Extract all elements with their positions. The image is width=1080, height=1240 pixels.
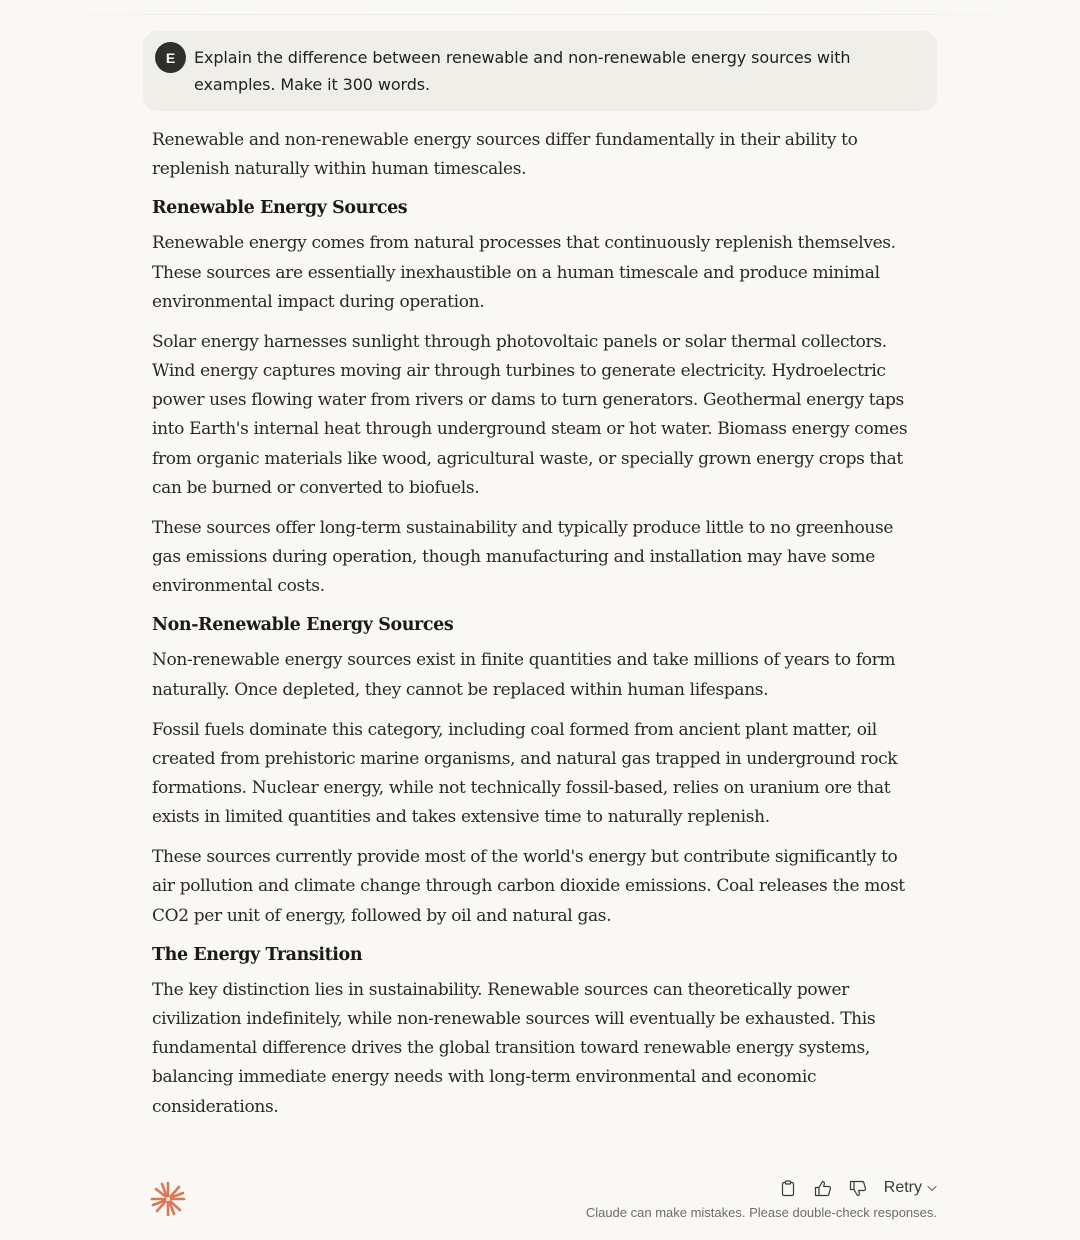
disclaimer-text: Claude can make mistakes. Please double-check responses. xyxy=(585,1205,937,1220)
response-actions xyxy=(771,1176,937,1200)
paragraph: Solar energy harnesses sunlight through photovoltaic panels or solar thermal collectors. Wind energy captures moving air through turbines to generate electricity. Hydroelectric power uses flowing water from rivers or dams to turn generators. Geothermal energy taps into Earth's internal heat through underground steam or hot water. Biomass energy comes from organic materials like wood, agricultural waste, or specially grown energy crops that can be burned or converted to biofuels. xyxy=(152,331,908,498)
paragraph: These sources offer long-term sustainability and typically produce little to no greenhouse gas emissions during operation, though manufacturing and installation may have some environmental costs. xyxy=(152,517,894,597)
user-avatar: E xyxy=(155,42,186,73)
retry-button[interactable] xyxy=(884,1179,937,1197)
section-heading-renewable: Renewable Energy Sources xyxy=(152,198,408,219)
user-message xyxy=(143,31,937,111)
paragraph: Fossil fuels dominate this category, including coal formed from ancient plant matter, oil created from prehistoric marine organisms, and natural gas trapped in underground rock formations. Nuclear energy, while not technically fossil-based, relies on uranium ore that exists in limited quantities and takes extensive time to naturally replenish. xyxy=(152,719,898,828)
clipboard-icon xyxy=(780,1180,796,1197)
user-message-text: Explain the difference between renewable and non-renewable energy sources with examples. Make it 300 words. xyxy=(194,48,851,94)
paragraph: Renewable energy comes from natural processes that continuously replenish themselves. These sources are essentially inexhaustible on a human timescale and produce minimal environmental impact during operation. xyxy=(152,233,896,312)
paragraph: These sources currently provide most of the world's energy but contribute significantly to air pollution and climate change through carbon dioxide emissions. Coal releases the most CO2 per unit of energy, followed by oil and natural gas. xyxy=(152,847,905,926)
paragraph: The key distinction lies in sustainability. Renewable sources can theoretically power civilization indefinitely, while non-renewable sources will eventually be exhausted. This fundamental difference drives the global transition toward renewable energy systems, balancing immediate energy needs with long-term environmental and economic considerations. xyxy=(152,979,876,1117)
thumbs-up-icon xyxy=(814,1180,832,1197)
response-intro: Renewable and non-renewable energy sources differ fundamentally in their ability to replenish naturally within human timescales. xyxy=(152,130,858,180)
thumbs-down-button[interactable] xyxy=(841,1176,876,1200)
assistant-response xyxy=(152,126,912,1133)
retry-label: Retry xyxy=(883,1179,922,1196)
claude-logo-icon xyxy=(149,1180,187,1218)
thumbs-down-icon xyxy=(849,1180,867,1197)
thumbs-up-button[interactable] xyxy=(806,1176,841,1200)
paragraph: Non-renewable energy sources exist in finite quantities and take millions of years to form naturally. Once depleted, they cannot be replaced within human lifespans. xyxy=(152,650,896,700)
section-heading-non-renewable: Non-Renewable Energy Sources xyxy=(152,615,454,636)
chevron-down-icon xyxy=(927,1185,937,1192)
copy-button[interactable] xyxy=(771,1176,806,1200)
section-heading-transition: The Energy Transition xyxy=(152,944,363,965)
top-divider xyxy=(0,14,1080,15)
